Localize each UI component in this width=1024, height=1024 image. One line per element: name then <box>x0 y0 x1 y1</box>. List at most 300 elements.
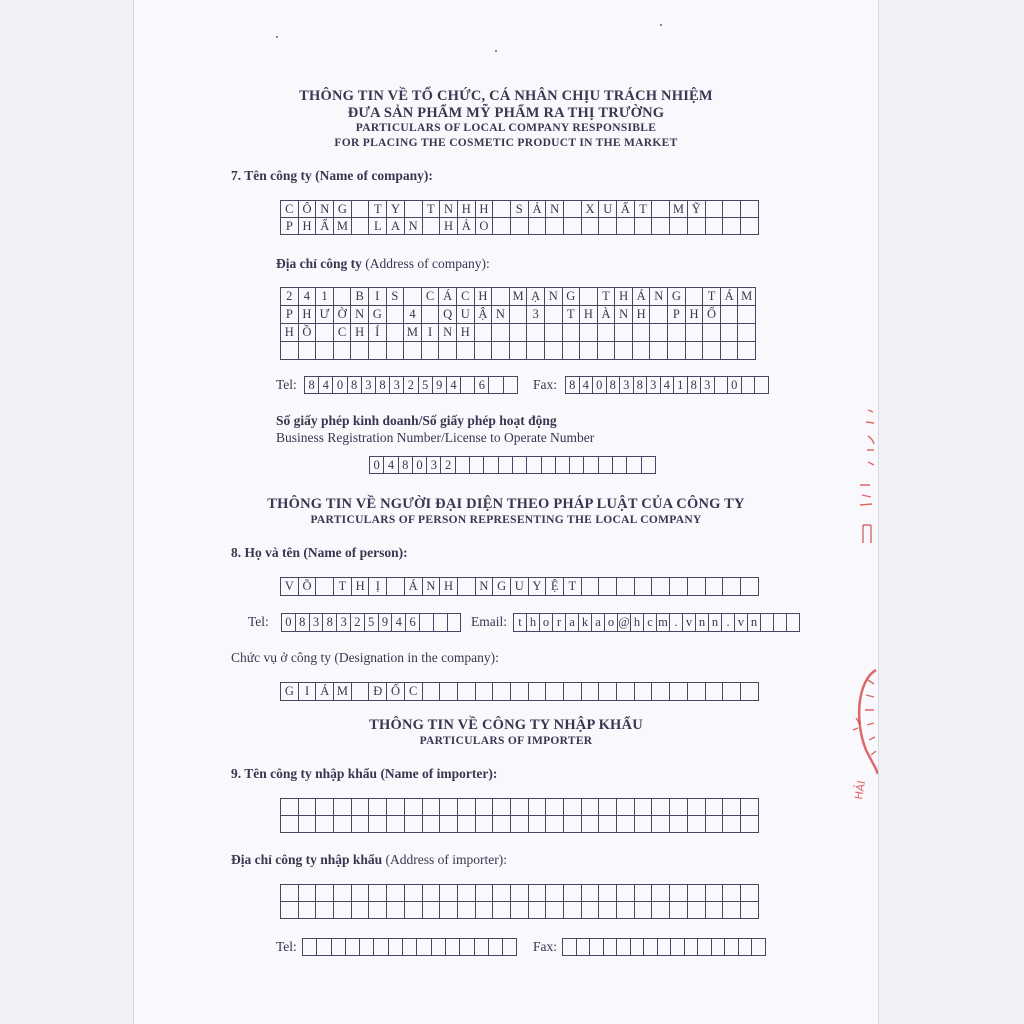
char-box: T <box>564 578 582 596</box>
char-box <box>698 939 712 956</box>
char-box <box>582 816 600 833</box>
char-box <box>613 457 627 474</box>
char-box <box>529 902 547 919</box>
char-box <box>493 816 511 833</box>
char-box <box>510 324 528 342</box>
char-box: Đ <box>369 683 387 701</box>
char-box <box>617 885 635 902</box>
char-box: U <box>457 306 475 324</box>
char-box: Ư <box>316 306 334 324</box>
char-box <box>712 939 726 956</box>
char-box <box>652 683 670 701</box>
char-box: c <box>644 614 657 632</box>
char-box: T <box>598 288 616 306</box>
char-box: 3 <box>647 377 661 394</box>
char-box <box>475 939 489 956</box>
section2-title-vn: THÔNG TIN VỀ NGƯỜI ĐẠI DIỆN THEO PHÁP LUẬT CỦA CÔNG TY <box>267 496 745 512</box>
char-box: T <box>703 288 721 306</box>
char-box: I <box>299 683 317 701</box>
char-box <box>685 939 699 956</box>
char-box <box>546 902 564 919</box>
char-box: M <box>404 324 422 342</box>
char-box <box>688 578 706 596</box>
char-box <box>334 799 352 816</box>
char-box <box>577 939 591 956</box>
char-box: 0 <box>370 457 384 474</box>
char-box: À <box>598 306 616 324</box>
person-name-grid[interactable] <box>280 577 759 596</box>
char-box <box>458 902 476 919</box>
char-box: Y <box>387 201 405 218</box>
char-box <box>527 324 545 342</box>
char-box: P <box>668 306 686 324</box>
char-box <box>738 306 756 324</box>
importer-name-label <box>231 766 497 782</box>
char-box: N <box>650 288 668 306</box>
char-box <box>334 342 352 360</box>
char-box <box>545 306 563 324</box>
char-box <box>617 902 635 919</box>
char-box: P <box>281 218 299 235</box>
char-box <box>387 324 405 342</box>
company-fax-grid[interactable] <box>565 376 769 394</box>
char-box: 8 <box>607 377 621 394</box>
char-box: T <box>369 201 387 218</box>
char-box: C <box>457 288 475 306</box>
importer-address-label-en: (Address of importer): <box>382 852 508 867</box>
char-box <box>564 683 582 701</box>
company-name-grid[interactable] <box>280 200 759 235</box>
char-box: M <box>334 683 352 701</box>
char-box <box>563 342 581 360</box>
char-box: 2 <box>281 288 299 306</box>
char-box <box>527 342 545 360</box>
char-box <box>281 816 299 833</box>
char-box <box>281 885 299 902</box>
char-box: 8 <box>323 614 337 632</box>
company-fax-label: Fax: <box>533 377 558 392</box>
char-box <box>511 902 529 919</box>
importer-fax-label: Fax: <box>533 939 558 954</box>
char-box <box>741 578 759 596</box>
seal-text: HẢI <box>852 779 869 801</box>
char-box: N <box>439 324 457 342</box>
char-box: H <box>440 578 458 596</box>
char-box <box>405 816 423 833</box>
char-box: 4 <box>661 377 675 394</box>
char-box: 0 <box>413 457 427 474</box>
char-box: @ <box>618 614 631 632</box>
char-box <box>405 902 423 919</box>
char-box <box>604 939 618 956</box>
char-box: T <box>563 306 581 324</box>
char-box <box>334 885 352 902</box>
char-box: 3 <box>527 306 545 324</box>
char-box <box>703 342 721 360</box>
char-box <box>546 885 564 902</box>
char-box: Á <box>316 683 334 701</box>
char-box <box>652 799 670 816</box>
char-box <box>688 816 706 833</box>
char-box <box>668 324 686 342</box>
char-box: 6 <box>406 614 420 632</box>
char-box <box>650 342 668 360</box>
char-box <box>461 377 475 394</box>
char-box: C <box>281 201 299 218</box>
char-box <box>369 816 387 833</box>
char-box <box>706 201 724 218</box>
char-box <box>582 578 600 596</box>
char-box: H <box>580 306 598 324</box>
char-box <box>422 306 440 324</box>
char-box <box>564 799 582 816</box>
char-box <box>635 218 653 235</box>
char-box: N <box>440 201 458 218</box>
char-box <box>617 939 631 956</box>
char-box <box>527 457 541 474</box>
char-box <box>417 939 431 956</box>
char-box <box>511 799 529 816</box>
char-box <box>352 902 370 919</box>
person-name-label <box>231 545 408 561</box>
char-box <box>405 799 423 816</box>
speck <box>495 50 497 52</box>
char-box <box>529 218 547 235</box>
char-box <box>352 816 370 833</box>
char-box <box>599 816 617 833</box>
char-box: 4 <box>384 457 398 474</box>
char-box <box>499 457 513 474</box>
char-box <box>652 816 670 833</box>
char-box: L <box>369 218 387 235</box>
char-box <box>688 683 706 701</box>
importer-tel-grid[interactable] <box>302 938 517 956</box>
char-box <box>316 816 334 833</box>
char-box: H <box>615 288 633 306</box>
char-box: 3 <box>427 457 441 474</box>
char-box: S <box>511 201 529 218</box>
char-box <box>316 885 334 902</box>
char-box <box>635 816 653 833</box>
char-box: 8 <box>634 377 648 394</box>
char-box <box>510 306 528 324</box>
char-box <box>458 683 476 701</box>
char-box: U <box>599 201 617 218</box>
char-box: Ố <box>387 683 405 701</box>
char-box: N <box>351 306 369 324</box>
char-box: Ệ <box>546 578 564 596</box>
char-box <box>741 902 759 919</box>
char-box <box>599 457 613 474</box>
char-box <box>281 342 299 360</box>
char-box <box>546 683 564 701</box>
char-box: m <box>657 614 670 632</box>
char-box <box>741 683 759 701</box>
char-box: C <box>334 324 352 342</box>
char-box: . <box>670 614 683 632</box>
char-box <box>369 885 387 902</box>
license-label-en: Business Registration Number/License to Operate Number <box>276 430 595 445</box>
char-box <box>303 939 317 956</box>
company-address-label <box>276 256 490 272</box>
section3-title-vn: THÔNG TIN VỀ CÔNG TY NHẬP KHẨU <box>369 717 643 733</box>
importer-address-label <box>231 852 507 868</box>
char-box <box>492 288 510 306</box>
char-box <box>617 218 635 235</box>
char-box <box>476 799 494 816</box>
char-box <box>511 816 529 833</box>
char-box <box>542 457 556 474</box>
char-box <box>615 324 633 342</box>
char-box <box>434 614 448 632</box>
char-box: H <box>440 218 458 235</box>
char-box <box>440 885 458 902</box>
char-box <box>670 218 688 235</box>
char-box <box>590 939 604 956</box>
char-box: 2 <box>351 614 365 632</box>
char-box: 3 <box>310 614 324 632</box>
person-tel-label: Tel: <box>248 614 269 629</box>
char-box: . <box>722 614 735 632</box>
char-box: H <box>458 201 476 218</box>
char-box <box>316 578 334 596</box>
char-box: n <box>696 614 709 632</box>
char-box <box>774 614 787 632</box>
char-box: r <box>553 614 566 632</box>
char-box <box>299 342 317 360</box>
char-box <box>387 578 405 596</box>
char-box: Ả <box>458 218 476 235</box>
char-box <box>633 324 651 342</box>
char-box <box>635 578 653 596</box>
char-box <box>493 683 511 701</box>
designation-label: Chức vụ ở công ty (Designation in the company): <box>231 650 499 665</box>
email-grid[interactable] <box>513 613 800 632</box>
char-box <box>352 885 370 902</box>
section1-title-vn-1: THÔNG TIN VỀ TỔ CHỨC, CÁ NHÂN CHỊU TRÁCH NHIỆM <box>299 88 713 104</box>
char-box <box>369 799 387 816</box>
char-box <box>545 342 563 360</box>
char-box <box>404 342 422 360</box>
char-box <box>627 457 641 474</box>
char-box: N <box>423 578 441 596</box>
char-box: H <box>475 288 493 306</box>
char-box <box>489 939 503 956</box>
char-box <box>503 939 517 956</box>
importer-address-grid[interactable] <box>280 884 759 919</box>
char-box: N <box>492 306 510 324</box>
char-box <box>387 342 405 360</box>
char-box <box>563 939 577 956</box>
company-address-grid[interactable] <box>280 287 756 360</box>
char-box <box>360 939 374 956</box>
char-box: H <box>299 306 317 324</box>
char-box <box>670 885 688 902</box>
char-box <box>703 324 721 342</box>
char-box: 8 <box>348 377 362 394</box>
char-box <box>723 683 741 701</box>
char-box <box>650 324 668 342</box>
char-box: 2 <box>441 457 455 474</box>
char-box <box>755 377 769 394</box>
char-box: G <box>369 306 387 324</box>
char-box: V <box>281 578 299 596</box>
char-box: G <box>334 201 352 218</box>
char-box <box>668 342 686 360</box>
char-box <box>706 683 724 701</box>
char-box <box>458 885 476 902</box>
char-box <box>387 306 405 324</box>
char-box: H <box>633 306 651 324</box>
person-name-label-en: (Name of person): <box>300 545 408 560</box>
char-box <box>504 377 518 394</box>
char-box: M <box>510 288 528 306</box>
char-box: 5 <box>419 377 433 394</box>
company-name-label-vn: 7. Tên công ty <box>231 168 312 183</box>
char-box <box>352 799 370 816</box>
char-box <box>741 201 759 218</box>
char-box <box>489 377 503 394</box>
char-box <box>475 324 493 342</box>
char-box: H <box>351 324 369 342</box>
char-box: a <box>566 614 579 632</box>
char-box: O <box>476 218 494 235</box>
char-box: h <box>527 614 540 632</box>
char-box <box>635 902 653 919</box>
char-box <box>448 614 462 632</box>
char-box: Ậ <box>475 306 493 324</box>
char-box: t <box>514 614 527 632</box>
char-box: Ô <box>299 201 317 218</box>
importer-tel-label: Tel: <box>276 939 297 954</box>
char-box <box>476 902 494 919</box>
char-box: N <box>476 578 494 596</box>
char-box <box>599 902 617 919</box>
char-box <box>582 885 600 902</box>
company-address-label-vn: Địa chỉ công ty <box>276 256 362 271</box>
char-box <box>511 683 529 701</box>
char-box <box>423 218 441 235</box>
char-box <box>352 683 370 701</box>
company-name-label-en: (Name of company): <box>311 168 433 183</box>
char-box: 3 <box>390 377 404 394</box>
char-box <box>741 816 759 833</box>
importer-fax-grid[interactable] <box>562 938 766 956</box>
char-box <box>741 885 759 902</box>
char-box <box>721 324 739 342</box>
char-box: Ị <box>369 578 387 596</box>
char-box: N <box>615 306 633 324</box>
company-tel-grid[interactable] <box>304 376 518 394</box>
char-box: 8 <box>376 377 390 394</box>
char-box <box>493 201 511 218</box>
char-box <box>644 939 658 956</box>
char-box: Ố <box>703 306 721 324</box>
char-box <box>476 816 494 833</box>
char-box <box>580 324 598 342</box>
company-address-label-en: (Address of company): <box>361 256 490 271</box>
char-box <box>686 324 704 342</box>
importer-name-label-en: (Name of importer): <box>377 766 498 781</box>
char-box <box>652 218 670 235</box>
char-box: C <box>422 288 440 306</box>
char-box: Ạ <box>527 288 545 306</box>
license-grid[interactable] <box>369 456 656 474</box>
char-box: N <box>545 288 563 306</box>
char-box <box>670 578 688 596</box>
char-box <box>706 816 724 833</box>
char-box: C <box>405 683 423 701</box>
char-box <box>599 799 617 816</box>
char-box <box>299 902 317 919</box>
importer-name-grid[interactable] <box>280 798 759 833</box>
person-tel-grid[interactable] <box>281 613 461 632</box>
char-box <box>484 457 498 474</box>
char-box: 0 <box>333 377 347 394</box>
char-box <box>723 201 741 218</box>
char-box <box>334 816 352 833</box>
char-box: T <box>635 201 653 218</box>
company-name-label <box>231 168 433 184</box>
char-box <box>686 288 704 306</box>
char-box <box>352 218 370 235</box>
designation-grid[interactable] <box>280 682 759 701</box>
char-box <box>475 342 493 360</box>
char-box <box>752 939 766 956</box>
char-box: G <box>668 288 686 306</box>
char-box <box>387 902 405 919</box>
char-box: 6 <box>475 377 489 394</box>
char-box: Ờ <box>334 306 352 324</box>
char-box: n <box>748 614 761 632</box>
char-box: Ỹ <box>688 201 706 218</box>
char-box <box>570 457 584 474</box>
char-box <box>706 799 724 816</box>
char-box <box>423 902 441 919</box>
char-box <box>631 939 645 956</box>
char-box <box>617 799 635 816</box>
char-box <box>423 683 441 701</box>
char-box <box>617 578 635 596</box>
char-box: 8 <box>305 377 319 394</box>
char-box <box>492 324 510 342</box>
char-box <box>598 324 616 342</box>
char-box: 3 <box>362 377 376 394</box>
char-box: Á <box>405 578 423 596</box>
char-box: 9 <box>379 614 393 632</box>
char-box <box>369 902 387 919</box>
char-box: H <box>686 306 704 324</box>
char-box <box>440 902 458 919</box>
char-box <box>476 885 494 902</box>
char-box <box>529 799 547 816</box>
char-box <box>387 799 405 816</box>
char-box <box>582 218 600 235</box>
char-box: 0 <box>728 377 742 394</box>
char-box <box>706 885 724 902</box>
char-box <box>432 939 446 956</box>
char-box <box>564 902 582 919</box>
char-box: N <box>316 201 334 218</box>
char-box: a <box>592 614 605 632</box>
char-box: M <box>334 218 352 235</box>
char-box <box>422 342 440 360</box>
char-box <box>723 902 741 919</box>
license-label-vn: Số giấy phép kinh doanh/Số giấy phép hoạt động <box>276 413 557 428</box>
char-box <box>352 201 370 218</box>
speck <box>660 24 662 26</box>
char-box <box>529 683 547 701</box>
